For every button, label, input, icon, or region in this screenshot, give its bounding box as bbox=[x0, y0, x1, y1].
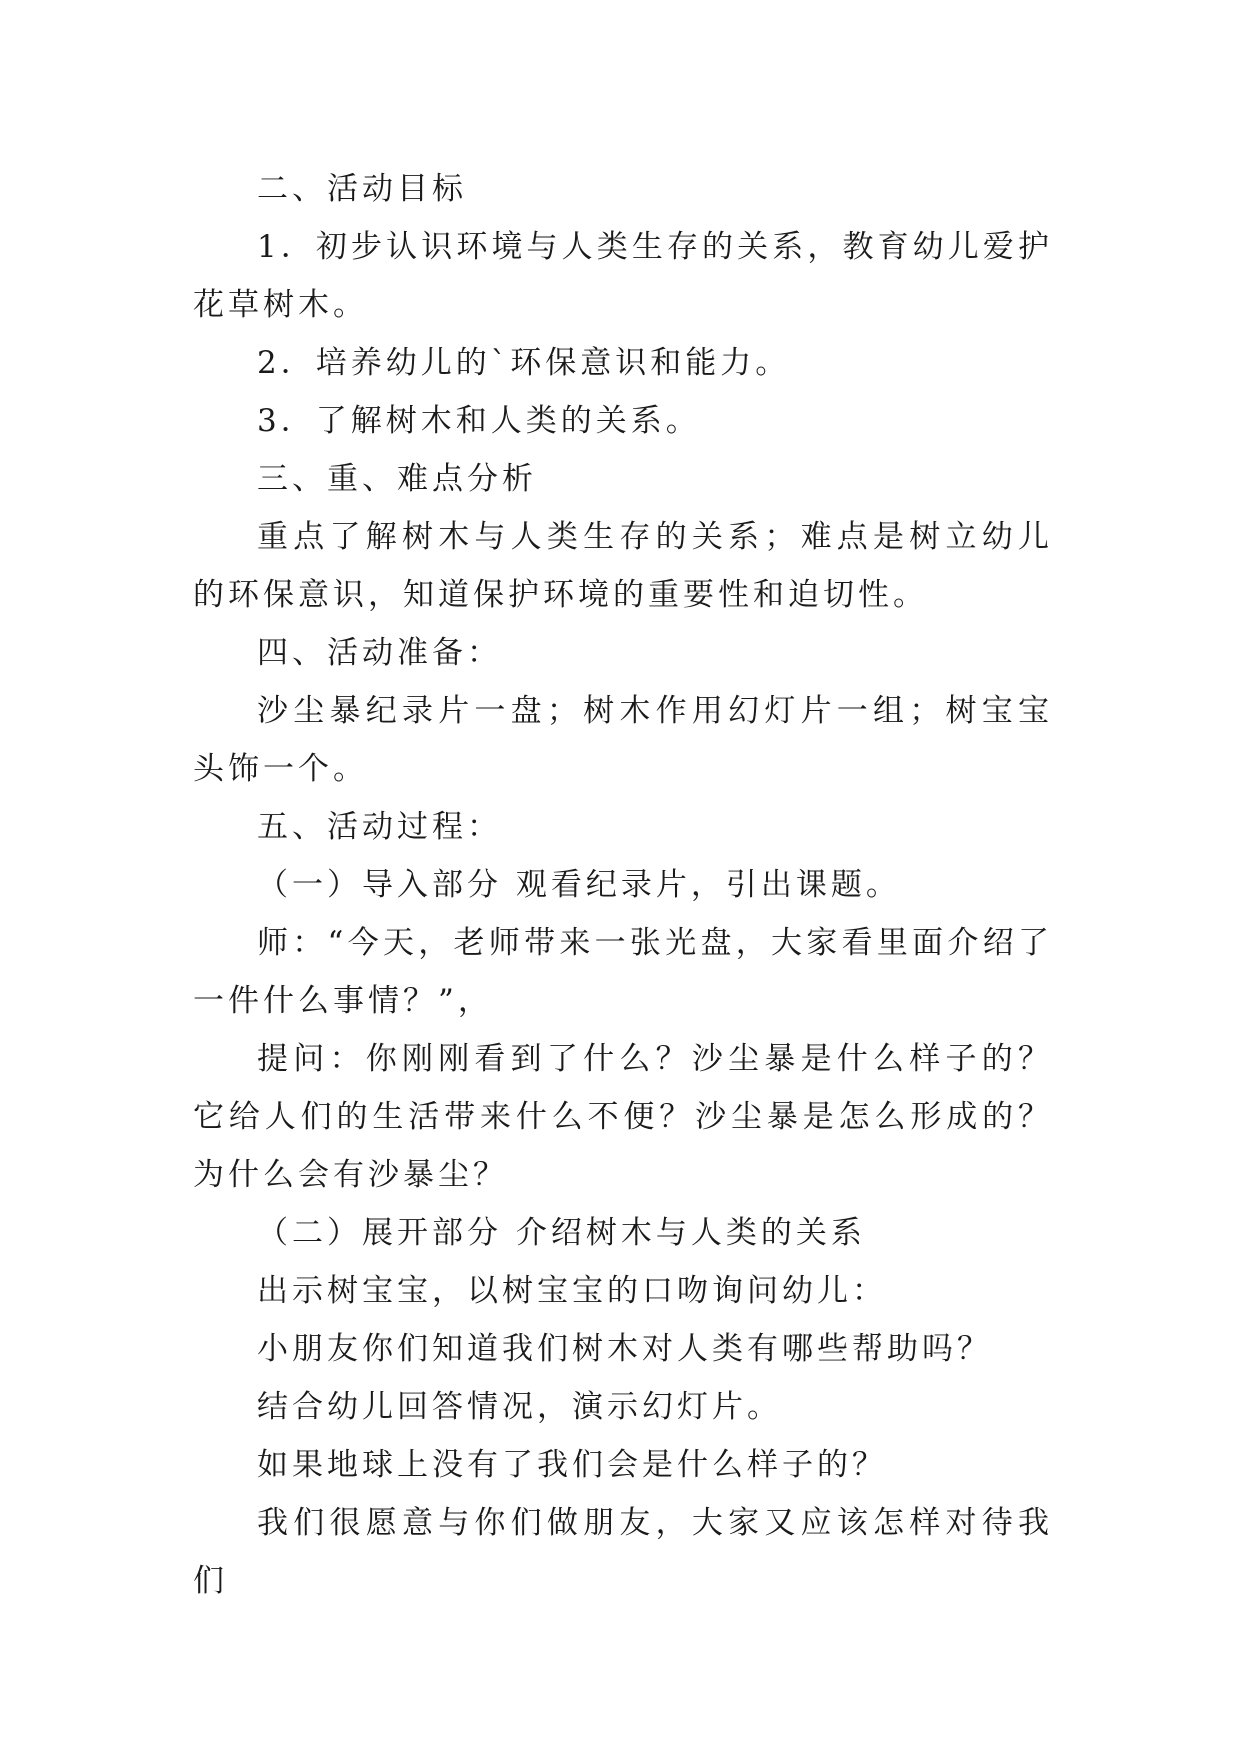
section-heading-process: 五、活动过程： bbox=[257, 809, 502, 845]
teacher-line: 师：“今天，老师带来一张光盘，大家看里面介绍了一件什么事情？”， bbox=[193, 925, 1053, 1019]
preparation-text: 沙尘暴纪录片一盘；树木作用幻灯片一组；树宝宝头饰一个。 bbox=[193, 693, 1053, 787]
process-subheading-intro: （一）导入部分 观看纪录片，引出课题。 bbox=[257, 867, 901, 903]
key-points-text: 重点了解树木与人类生存的关系；难点是树立幼儿的环保意识，知道保护环境的重要性和迫切性。 bbox=[193, 519, 1053, 613]
document-body bbox=[193, 160, 1053, 1610]
process-step-text: 出示树宝宝，以树宝宝的口吻询问幼儿： bbox=[257, 1273, 887, 1309]
section-heading-preparation: 四、活动准备： bbox=[257, 635, 502, 671]
questions-text: 提问：你刚刚看到了什么？沙尘暴是什么样子的？它给人们的生活带来什么不便？沙尘暴是怎么形成的？为什么会有沙暴尘？ bbox=[193, 1041, 1053, 1193]
process-step-text: 如果地球上没有了我们会是什么样子的？ bbox=[257, 1447, 887, 1483]
goal-item-2: 2．培养幼儿的`环保意识和能力。 bbox=[257, 345, 791, 381]
section-heading-goals: 二、活动目标 bbox=[257, 171, 467, 207]
process-step-text: 结合幼儿回答情况，演示幻灯片。 bbox=[257, 1389, 782, 1425]
goal-item-1: 1．初步认识环境与人类生存的关系，教育幼儿爱护花草树木。 bbox=[193, 229, 1053, 323]
goal-item-3: 3．了解树木和人类的关系。 bbox=[257, 403, 701, 439]
process-step-text: 小朋友你们知道我们树木对人类有哪些帮助吗？ bbox=[257, 1331, 992, 1367]
process-subheading-development: （二）展开部分 介绍树木与人类的关系 bbox=[257, 1215, 866, 1251]
process-step-text: 我们很愿意与你们做朋友，大家又应该怎样对待我们 bbox=[193, 1505, 1053, 1599]
section-heading-key-points: 三、重、难点分析 bbox=[257, 461, 537, 497]
